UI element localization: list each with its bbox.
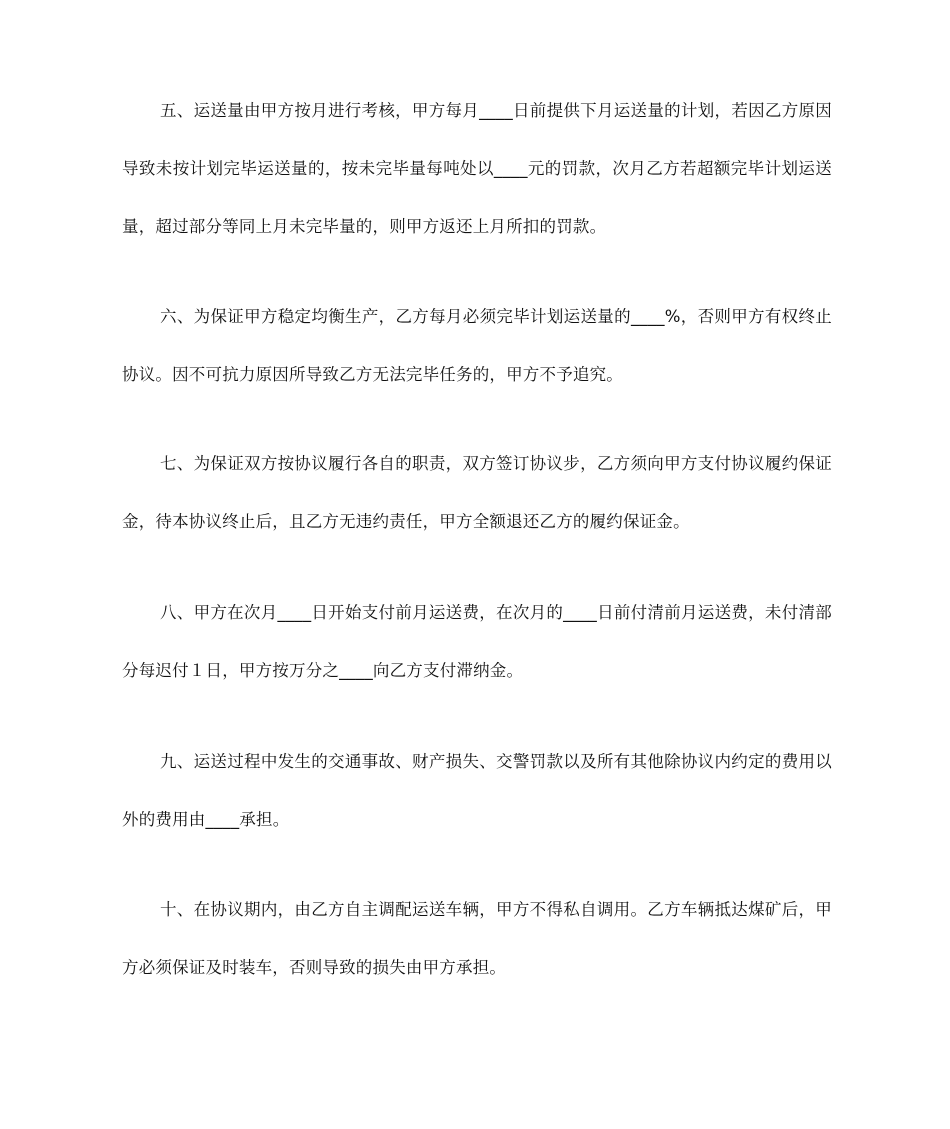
clause-7-paragraph: 七、为保证双方按协议履行各自的职责，双方签订协议步，乙方须向甲方支付协议履约保证金，待本协议终止后，且乙方无违约责任，甲方全额退还乙方的履约保证金。 <box>122 454 832 531</box>
clause-8-paragraph: 八、甲方在次月____日开始支付前月运送费，在次月的____日前付清前月运送费，未付清部分每迟付１日，甲方按万分之____向乙方支付滞纳金。 <box>122 603 832 680</box>
clause-6-paragraph: 六、为保证甲方稳定均衡生产，乙方每月必须完毕计划运送量的____%，否则甲方有权终止协议。因不可抗力原因所导致乙方无法完毕任务的，甲方不予追究。 <box>122 307 832 384</box>
clause-9-paragraph: 九、运送过程中发生的交通事故、财产损失、交警罚款以及所有其他除协议内约定的费用以外的费用由____承担。 <box>122 752 832 829</box>
clause-10-paragraph: 十、在协议期内，由乙方自主调配运送车辆，甲方不得私自调用。乙方车辆抵达煤矿后，甲方必须保证及时装车，否则导致的损失由甲方承担。 <box>122 900 832 977</box>
clause-5-paragraph: 五、运送量由甲方按月进行考核，甲方每月____日前提供下月运送量的计划，若因乙方原因导致未按计划完毕运送量的，按未完毕量每吨处以____元的罚款，次月乙方若超额完毕计划运送量，超过部分等同上月未完毕量的，则甲方返还上月所扣的罚款。 <box>122 101 832 236</box>
